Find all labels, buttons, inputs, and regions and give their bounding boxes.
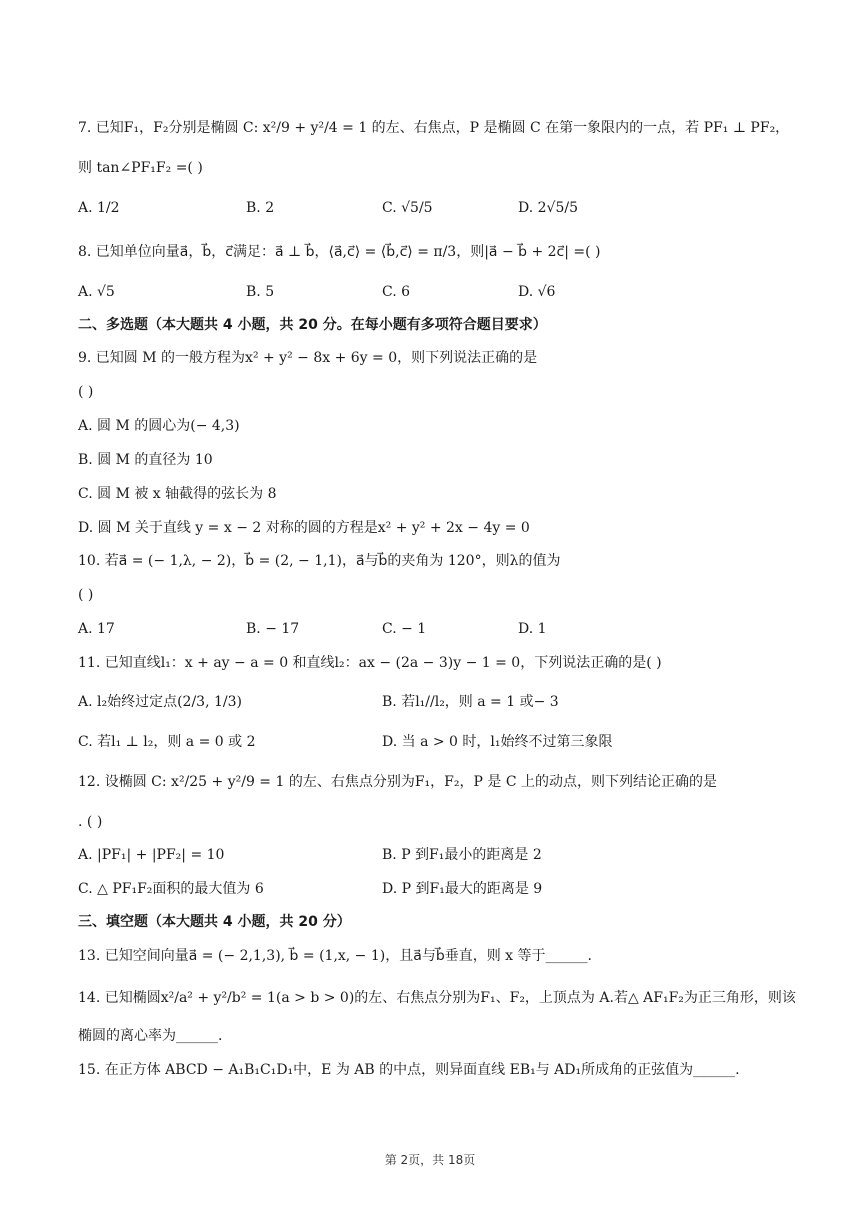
q14-stem: 14. 已知椭圆x²/a² + y²/b² = 1(a > b > 0)的左、右焦点分别为F₁、F₂，上顶点为 A.若△ AF₁F₂为正三角形，则该 — [78, 990, 796, 1006]
q9-option-c: C. 圆 M 被 x 轴截得的弦长为 8 — [78, 486, 277, 502]
q11-option-a: A. l₂始终过定点(2/3, 1/3) — [78, 694, 242, 710]
section-heading-multiple-choice: 二、多选题（本大题共 4 小题，共 20 分。在每小题有多项符合题目要求） — [78, 317, 547, 333]
q7-option-c: C. √5/5 — [382, 200, 433, 216]
q12-option-c: C. △ PF₁F₂面积的最大值为 6 — [78, 881, 264, 897]
q7-option-b: B. 2 — [246, 200, 275, 216]
q10-option-b: B. − 17 — [246, 621, 300, 637]
q14-cont: 椭圆的离心率为______. — [78, 1028, 223, 1044]
q13-stem: 13. 已知空间向量a⃗ = (− 2,1,3), b⃗ = (1,x, − 1)，且a⃗与b⃗垂直，则 x 等于______. — [78, 948, 592, 964]
q10-option-a: A. 17 — [78, 621, 115, 637]
q9-option-b: B. 圆 M 的直径为 10 — [78, 452, 213, 468]
q11-option-c: C. 若l₁ ⊥ l₂，则 a = 0 或 2 — [78, 734, 256, 750]
q9-option-a: A. 圆 M 的圆心为(− 4,3) — [78, 418, 240, 434]
q12-option-b: B. P 到F₁最小的距离是 2 — [382, 847, 542, 863]
q15-stem: 15. 在正方体 ABCD − A₁B₁C₁D₁中，E 为 AB 的中点，则异面直线 EB₁与 AD₁所成角的正弦值为______. — [78, 1062, 740, 1078]
q7-stem: 7. 已知F₁，F₂分别是椭圆 C: x²/9 + y²/4 = 1 的左、右焦点，P 是椭圆 C 在第一象限内的一点，若 PF₁ ⊥ PF₂， — [78, 120, 790, 136]
q10-option-c: C. − 1 — [382, 621, 427, 637]
q9-paren: ( ) — [78, 384, 94, 400]
q7-option-d: D. 2√5/5 — [518, 200, 578, 216]
q7-option-a: A. 1/2 — [78, 200, 120, 216]
q11-stem: 11. 已知直线l₁：x + ay − a = 0 和直线l₂：ax − (2a − 3)y − 1 = 0，下列说法正确的是( ) — [78, 655, 662, 671]
q8-option-d: D. √6 — [518, 284, 556, 300]
section-heading-fill-in: 三、填空题（本大题共 4 小题，共 20 分） — [78, 914, 351, 930]
q8-stem: 8. 已知单位向量a⃗，b⃗，c⃗满足：a⃗ ⊥ b⃗，⟨a⃗,c⃗⟩ = ⟨b⃗,c⃗⟩ = π/3，则|a⃗ − b⃗ + 2c⃗| =( ) — [78, 244, 601, 260]
q9-option-d: D. 圆 M 关于直线 y = x − 2 对称的圆的方程是x² + y² + 2x − 4y = 0 — [78, 520, 530, 536]
q11-option-d: D. 当 a > 0 时，l₁始终不过第三象限 — [382, 734, 613, 750]
q12-paren: . ( ) — [78, 814, 103, 830]
q10-option-d: D. 1 — [518, 621, 547, 637]
page-footer: 第 2页，共 18页 — [384, 1153, 476, 1167]
q12-stem: 12. 设椭圆 C: x²/25 + y²/9 = 1 的左、右焦点分别为F₁，F₂，P 是 C 上的动点，则下列结论正确的是 — [78, 774, 717, 790]
q9-stem: 9. 已知圆 M 的一般方程为x² + y² − 8x + 6y = 0，则下列说法正确的是 — [78, 350, 538, 366]
q12-option-d: D. P 到F₁最大的距离是 9 — [382, 881, 543, 897]
q10-paren: ( ) — [78, 587, 94, 603]
q10-stem: 10. 若a⃗ = (− 1,λ, − 2)，b⃗ = (2, − 1,1)，a⃗与b⃗的夹角为 120°，则λ的值为 — [78, 553, 561, 569]
q7-cont: 则 tan∠PF₁F₂ =( ) — [78, 160, 203, 176]
q8-option-b: B. 5 — [246, 284, 275, 300]
q8-option-a: A. √5 — [78, 284, 115, 300]
q11-option-b: B. 若l₁//l₂，则 a = 1 或− 3 — [382, 694, 559, 710]
q12-option-a: A. |PF₁| + |PF₂| = 10 — [78, 847, 225, 863]
q8-option-c: C. 6 — [382, 284, 411, 300]
